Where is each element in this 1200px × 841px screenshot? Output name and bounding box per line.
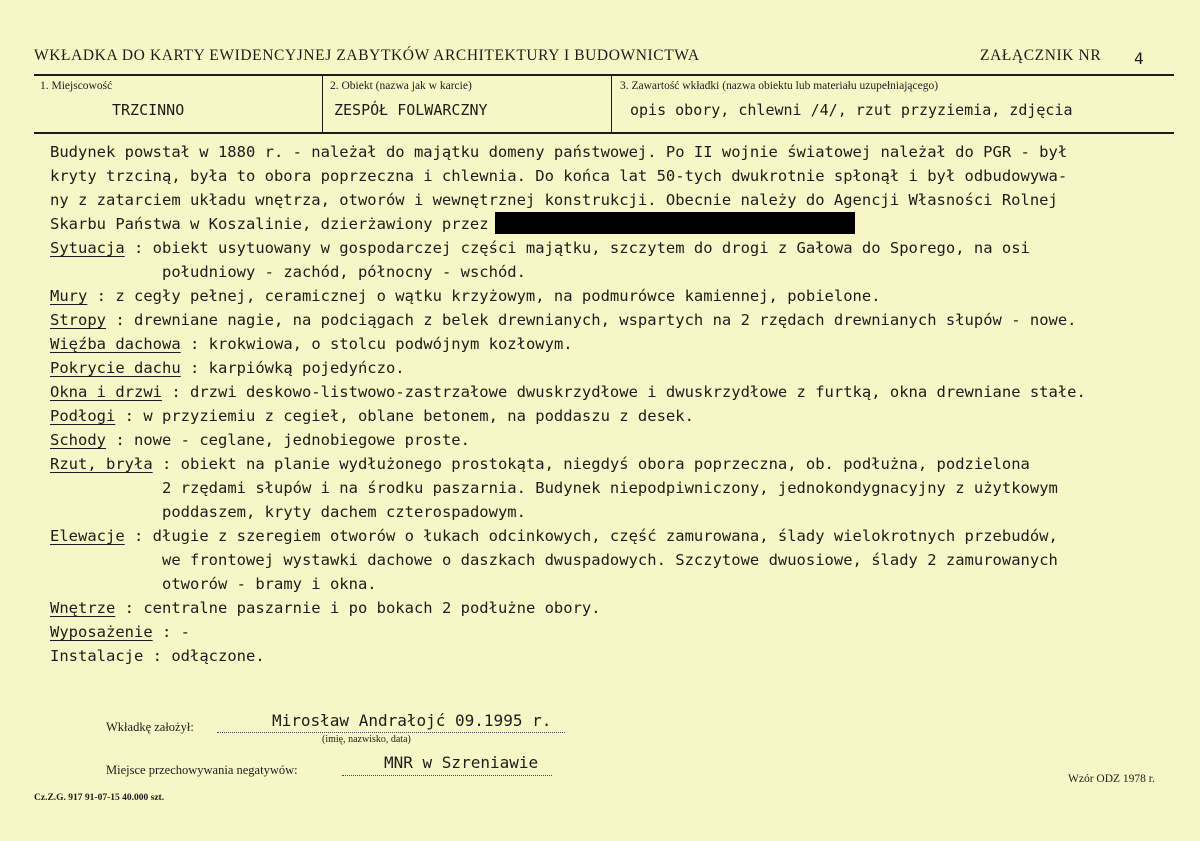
form-template: Wzór ODZ 1978 r.	[1068, 773, 1155, 785]
section-equipment	[50, 620, 1190, 644]
section-floors	[50, 404, 1190, 428]
section-windows-doors	[50, 380, 1190, 404]
intro-line: Budynek powstał w 1880 r. - należał do majątku domeny państwowej. Po II wojnie światowej należał do PGR - był	[50, 143, 1068, 161]
section-text: : nowe - ceglane, jednobiegowe proste.	[115, 431, 470, 449]
field-value-locality: TRZCINNO	[112, 101, 185, 119]
field-divider-2	[611, 76, 612, 132]
section-text: : centralne paszarnie i po bokach 2 podłużne obory.	[124, 599, 601, 617]
intro-line: ny z zatarciem układu wnętrza, otworów i wewnętrznej konstrukcji. Obecnie należy do Agencji Własności Rolnej	[50, 191, 1058, 209]
section-term: Mury	[50, 287, 88, 305]
attachment-label: ZAŁĄCZNIK NR	[980, 47, 1102, 64]
section-ceilings	[50, 308, 1190, 332]
field-label-contents: 3. Zawartość wkładki (nazwa obiektu lub materiału uzupełniającego)	[620, 80, 939, 92]
section-text: : w przyziemiu z cegieł, oblane betonem, na poddaszu z desek.	[124, 407, 694, 425]
section-continuation: we frontowej wystawki dachowe o daszkach dwuspadowych. Szczytowe dwuosiowe, ślady 2 zamurowanych	[162, 551, 1058, 569]
redaction-block	[495, 212, 855, 234]
description-body	[50, 140, 1190, 668]
field-label-object: 2. Obiekt (nazwa jak w karcie)	[330, 80, 472, 92]
section-roof-truss	[50, 332, 1190, 356]
negatives-label: Miejsce przechowywania negatywów:	[106, 763, 298, 777]
intro-line-text: Skarbu Państwa w Koszalinie, dzierżawiony przez	[50, 215, 489, 233]
document-title: WKŁADKA DO KARTY EWIDENCYJNEJ ZABYTKÓW ARCHITEKTURY I BUDOWNICTWA	[34, 47, 700, 64]
header-rule-bottom	[34, 132, 1174, 134]
section-term: Rzut, bryła	[50, 455, 153, 473]
section-walls	[50, 284, 1190, 308]
section-term: Wnętrze	[50, 599, 116, 617]
section-text: : drewniane nagie, na podciągach z belek drewnianych, wspartych na 2 rzędach drewnianych słupów - nowe.	[115, 311, 1077, 329]
section-term: Pokrycie dachu	[50, 359, 181, 377]
negatives-value: MNR w Szreniawie	[384, 753, 539, 772]
header-rule-top	[34, 74, 1174, 76]
section-term: Podłogi	[50, 407, 116, 425]
section-roof-covering	[50, 356, 1190, 380]
section-text: : krokwiowa, o stolcu podwójnym kozłowym.	[190, 335, 573, 353]
intro-line: kryty trzciną, była to obora poprzeczna i chlewnia. Do końca lat 50-tych dwukrotnie spłonął i był odbudowywa-	[50, 167, 1068, 185]
section-installations	[50, 644, 1190, 668]
section-stairs	[50, 428, 1190, 452]
form-code: Cz.Z.G. 917 91-07-15 40.000 szt.	[34, 793, 165, 803]
section-term: Sytuacja	[50, 239, 125, 257]
attachment-number: 4	[1134, 49, 1144, 68]
creator-dotted-line	[217, 732, 565, 733]
section-term: Instalacje	[50, 647, 144, 665]
section-text: : obiekt usytuowany w gospodarczej części majątku, szczytem do drogi z Gałowa do Sporego, na osi	[134, 239, 1030, 257]
section-continuation: poddaszem, kryty dachem czterospadowym.	[162, 503, 526, 521]
field-label-locality: 1. Miejscowość	[40, 80, 113, 92]
section-text: : obiekt na planie wydłużonego prostokąta, niegdyś obora poprzeczna, ob. podłużna, podzielona	[162, 455, 1030, 473]
creator-note: (imię, nazwisko, data)	[322, 734, 411, 745]
field-value-object: ZESPÓŁ FOLWARCZNY	[334, 101, 488, 119]
section-term: Schody	[50, 431, 106, 449]
creator-value: Mirosław Andrałojć 09.1995 r.	[272, 711, 552, 730]
section-plan-form	[50, 452, 1190, 476]
section-text: : długie z szeregiem otworów o łukach odcinkowych, część zamurowana, ślady wielokrotnych przebudów,	[134, 527, 1058, 545]
section-text: : -	[162, 623, 190, 641]
negatives-dotted-line	[342, 775, 552, 776]
section-continuation: 2 rzędami słupów i na środku paszarnia. Budynek niepodpiwniczony, jednokondygnacyjny z użytkowym	[162, 479, 1058, 497]
section-term: Elewacje	[50, 527, 125, 545]
creator-label: Wkładkę założył:	[106, 720, 194, 734]
section-term: Wyposażenie	[50, 623, 153, 641]
field-divider-1	[322, 76, 323, 132]
section-text: : z cegły pełnej, ceramicznej o wątku krzyżowym, na podmurówce kamiennej, pobielone.	[96, 287, 881, 305]
field-value-contents: opis obory, chlewni /4/, rzut przyziemia, zdjęcia	[630, 101, 1073, 119]
section-interior	[50, 596, 1190, 620]
section-term: Więźba dachowa	[50, 335, 181, 353]
section-term: Okna i drzwi	[50, 383, 162, 401]
section-continuation: otworów - bramy i okna.	[162, 575, 377, 593]
section-continuation: południowy - zachód, północny - wschód.	[162, 263, 526, 281]
section-elevations	[50, 524, 1190, 548]
section-situation	[50, 236, 1190, 260]
section-text: : karpiówką pojedyńczo.	[190, 359, 405, 377]
section-text: : drzwi deskowo-listwowo-zastrzałowe dwuskrzydłowe i dwuskrzydłowe z furtką, okna drewniane stałe.	[171, 383, 1086, 401]
intro-line-last	[50, 212, 1190, 236]
section-text: : odłączone.	[152, 647, 265, 665]
section-term: Stropy	[50, 311, 106, 329]
